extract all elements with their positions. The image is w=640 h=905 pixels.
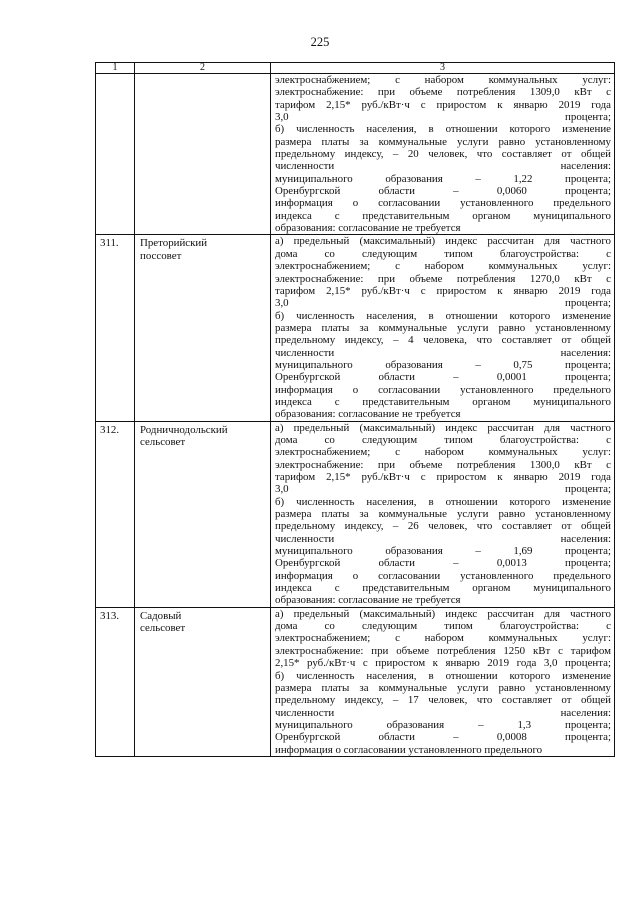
row-number: 312. [96,421,135,607]
text-line: электроснабжением; с набором коммунальных услуг: [275,260,611,273]
text-line: электроснабжением; с набором коммунальных услуг: [275,446,611,459]
municipality-name [135,74,271,235]
text-line: электроснабжением; с набором коммунальных услуг: [275,632,611,645]
index-description [271,235,615,421]
text-line: 3,0 процента; [275,483,611,496]
text-line: муниципального образования – 0,75 процента; [275,358,611,371]
text-line: дома со следующим типом благоустройства: с [275,433,611,446]
page-number: 225 [310,35,330,49]
index-description [271,421,615,607]
text-line: информация о согласовании установленного предельного [275,383,611,396]
table-row [96,74,615,235]
text-line: б) численность населения, в отношении которого изменение [275,495,611,508]
text-line: б) численность населения, в отношении которого изменение [275,309,611,322]
text-line: информация о согласовании установленного предельного [275,569,611,582]
municipality-name-line: Родничнодольский [140,423,228,436]
text-line: муниципального образования – 1,22 процента; [275,172,611,185]
text-line: дома со следующим типом благоустройства: с [275,247,611,260]
text-line: электроснабжение: при объеме потребления 1270,0 кВт с [275,272,611,285]
table-row [96,421,615,607]
column-header-1: 1 [96,63,135,74]
text-line: численности населения: [275,532,611,545]
text-line: электроснабжение: при объеме потребления 1300,0 кВт с [275,458,611,471]
text-line: Оренбургской области – 0,0008 процента; [275,731,611,744]
municipality-name [135,235,271,421]
text-line: размера платы за коммунальные услуги равно установленному [275,135,611,148]
text-line: Оренбургской области – 0,0060 процента; [275,185,611,198]
text-line: Оренбургской области – 0,0013 процента; [275,557,611,570]
index-description [271,74,615,235]
row-number: 311. [96,235,135,421]
document-table [95,62,615,757]
text-line: предельному индексу, – 20 человек, что составляет от общей [275,148,611,161]
municipality-name [135,421,271,607]
municipality-name-line: поссовет [140,249,182,262]
text-line: муниципального образования – 1,3 процента; [275,718,611,731]
text-line: индекса с представительным органом муниципального [275,395,611,408]
text-line: образования: согласование не требуется [275,222,461,235]
municipality-name-line: Садовый [140,609,182,622]
text-line: численности населения: [275,706,611,719]
index-description [271,607,615,756]
row-number: 313. [96,607,135,756]
text-line: индекса с представительным органом муниципального [275,209,611,222]
text-line: 3,0 процента; [275,297,611,310]
municipality-name [135,607,271,756]
table-row [96,607,615,756]
text-line: численности населения: [275,160,611,173]
text-line: информация о согласовании установленного предельного [275,197,611,210]
text-line: предельному индексу, – 17 человек, что составляет от общей [275,694,611,707]
text-line: б) численность населения, в отношении которого изменение [275,123,611,136]
text-line: индекса с представительным органом муниципального [275,582,611,595]
text-line: муниципального образования – 1,69 процента; [275,545,611,558]
text-line: образования: согласование не требуется [275,594,461,607]
text-line: электроснабжение: при объеме потребления 1309,0 кВт с [275,86,611,99]
text-line: а) предельный (максимальный) индекс рассчитан для частного [275,235,611,248]
municipality-name-line: сельсовет [140,435,186,448]
text-line: тарифом 2,15* руб./кВт·ч с приростом к январю 2019 года [275,471,611,483]
text-line: размера платы за коммунальные услуги равно установленному [275,321,611,334]
column-header-3: 3 [271,63,615,74]
text-line: тарифом 2,15* руб./кВт·ч с приростом к январю 2019 года [275,98,611,111]
table-row [96,235,615,421]
text-line: дома со следующим типом благоустройства: с [275,620,611,633]
text-line: предельному индексу, – 26 человек, что составляет от общей [275,520,611,533]
municipality-name-line: Преторийский [140,237,208,250]
text-line: предельному индексу, – 4 человека, что составляет от общей [275,334,611,347]
text-line: а) предельный (максимальный) индекс рассчитан для частного [275,421,611,434]
row-number [96,74,135,235]
table-header-row [96,63,615,74]
text-line: тарифом 2,15* руб./кВт·ч с приростом к январю 2019 года [275,284,611,297]
text-line: образования: согласование не требуется [275,408,461,421]
text-line: электроснабжение: при объеме потребления 1250 кВт с тарифом [275,644,611,657]
text-line: численности населения: [275,346,611,359]
text-line: б) численность населения, в отношении которого изменение [275,669,611,682]
municipality-name-line: сельсовет [140,622,186,635]
text-line: размера платы за коммунальные услуги равно установленному [275,681,611,694]
text-line: информация о согласовании установленного предельного [275,743,543,756]
text-line: 3,0 процента; [275,111,611,124]
text-line: 2,15* руб./кВт·ч с приростом к январю 2019 года 3,0 процента; [275,657,611,670]
column-header-2: 2 [135,63,271,74]
text-line: электроснабжением; с набором коммунальных услуг: [275,74,611,86]
text-line: размера платы за коммунальные услуги равно установленному [275,508,611,521]
text-line: Оренбургской области – 0,0001 процента; [275,371,611,384]
text-line: а) предельный (максимальный) индекс рассчитан для частного [275,607,611,620]
